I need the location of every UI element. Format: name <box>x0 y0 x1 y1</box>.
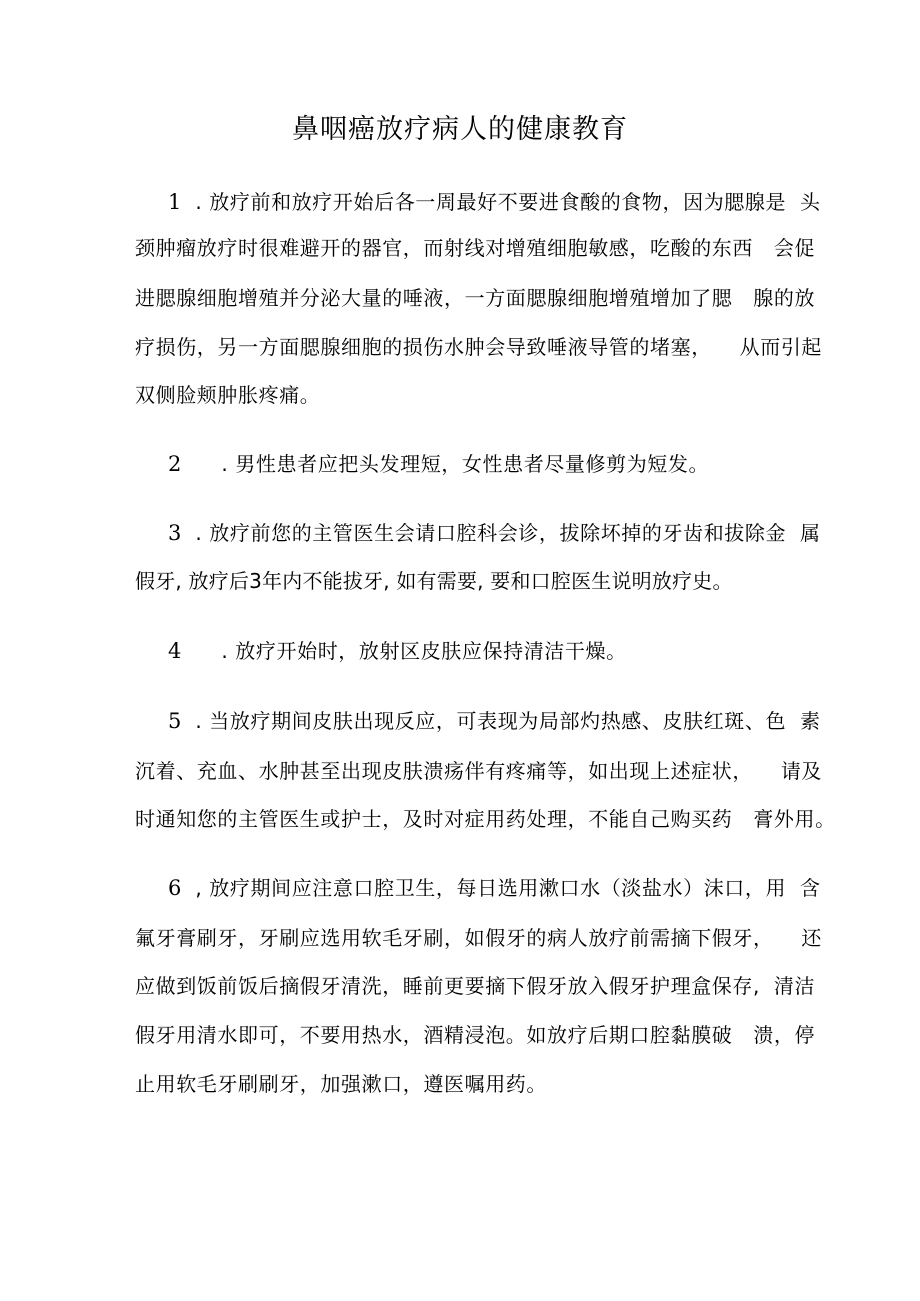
item-3-line-1 <box>135 519 821 547</box>
item-2-text-line: . 男性患者应把头发理短，女性患者尽量修剪为短发。 <box>221 452 710 476</box>
item-4-number: 4 <box>168 639 182 663</box>
item-5-line-3 <box>135 805 836 833</box>
item-1-text-line: 双侧脸颊肿胀疼痛。 <box>135 383 321 407</box>
item-6-text-line: , 放疗期间应注意口腔卫生，每日选用漱口水（淡盐水）沫口，用 含 <box>195 876 821 900</box>
item-1-number: 1 <box>168 190 182 214</box>
item-1-line-4 <box>135 333 823 361</box>
document-title: 鼻咽癌放疗病人的健康教育 <box>292 114 628 145</box>
item-6-text-line: 假牙用清水即可，不要用热水，酒精浸泡。如放疗后期口腔黏膜破 溃，停 <box>135 1023 816 1047</box>
item-2-line-1 <box>135 450 795 478</box>
item-6-text-line: 氟牙膏刷牙，牙刷应选用软毛牙刷，如假牙的病人放疗前需摘下假牙， 还 <box>135 926 823 950</box>
item-1-text-line: 疗损伤，另一方面腮腺细胞的损伤水肿会导致唾液导管的堵塞， 从而引起 <box>135 335 823 359</box>
item-4-text-line: . 放疗开始时，放射区皮肤应保持清洁干燥。 <box>221 639 627 663</box>
item-6-text-line: 应做到饭前饭后摘假牙清洗，睡前更要摘下假牙放入假牙护理盒保存, 清洁 <box>135 974 816 998</box>
item-6-line-1 <box>135 874 821 902</box>
item-1-text-line: 进腮腺细胞增殖并分泌大量的唾液，一方面腮腺细胞增殖增加了腮 腺的放 <box>135 286 816 310</box>
item-5-text-line: 时通知您的主管医生或护士，及时对症用药处理，不能自己购买药 膏外用。 <box>135 807 836 831</box>
item-1-text-line: 颈肿瘤放疗时很难避开的器官，而射线对增殖细胞敏感，吃酸的东西 会促 <box>135 236 816 260</box>
item-1-line-2 <box>135 234 816 262</box>
item-6-line-3 <box>135 972 816 1000</box>
item-6-number: 6 <box>168 876 182 900</box>
item-5-line-2 <box>135 757 823 785</box>
item-3-text-line: 假牙, 放疗后3年内不能拔牙, 如有需要, 要和口腔医生说明放疗史。 <box>135 569 733 593</box>
item-1-line-3 <box>135 284 816 312</box>
item-1-line-5 <box>135 381 795 409</box>
item-4-line-1 <box>135 637 795 665</box>
item-5-text-line: 沉着、充血、水肿甚至出现皮肤溃疡伴有疼痛等，如出现上述症状， 请及 <box>135 759 823 783</box>
item-6-line-2 <box>135 924 823 952</box>
item-6-line-5 <box>135 1070 795 1098</box>
item-1-text-line: . 放疗前和放疗开始后各一周最好不要进食酸的食物，因为腮腺是 头 <box>195 190 821 214</box>
item-5-line-1 <box>135 707 821 735</box>
item-3-line-2 <box>135 567 795 595</box>
item-5-number: 5 <box>168 709 182 733</box>
item-6-line-4 <box>135 1021 816 1049</box>
item-3-number: 3 <box>168 521 182 545</box>
item-1-line-1 <box>135 188 821 216</box>
item-5-text-line: . 当放疗期间皮肤出现反应，可表现为局部灼热感、皮肤红斑、色 素 <box>195 709 821 733</box>
item-2-number: 2 <box>168 452 182 476</box>
item-3-text-line: . 放疗前您的主管医生会请口腔科会诊，拔除坏掉的牙齿和拔除金 属 <box>195 521 821 545</box>
item-6-text-line: 止用软毛牙刷刷牙，加强漱口，遵医嘱用药。 <box>135 1072 547 1096</box>
